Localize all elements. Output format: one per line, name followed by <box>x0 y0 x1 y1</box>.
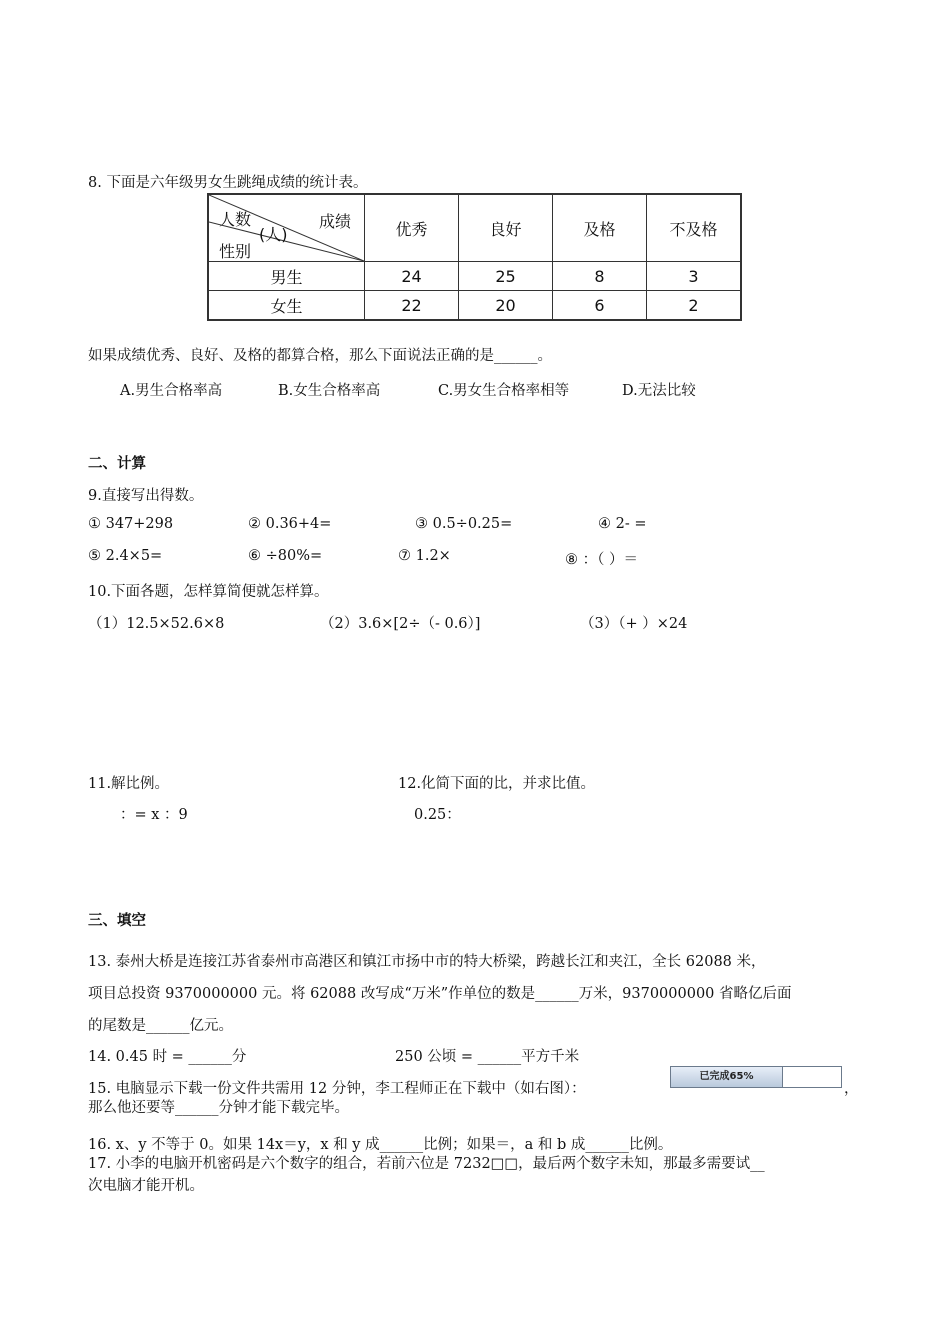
row-label: 男生 <box>208 262 365 291</box>
q12-expression: 0.25： <box>414 807 461 823</box>
table-cell: 6 <box>553 291 647 321</box>
q9-item-4: ④ 2- = <box>598 516 647 532</box>
q9-item-6: ⑥ ÷80%= <box>248 548 323 564</box>
corner-people-label: 人数 <box>219 210 252 229</box>
option-b: B.女生合格率高 <box>278 383 381 399</box>
table-cell: 2 <box>647 291 742 321</box>
q13-line-2: 项目总投资 9370000000 元。将 62088 改写成“万米”作单位的数是______万米，9370000000 省略亿后面 <box>88 986 792 1002</box>
q10-title: 10.下面各题，怎样算简便就怎样算。 <box>88 584 329 600</box>
table-cell: 3 <box>647 262 742 291</box>
table-cell: 22 <box>365 291 459 321</box>
corner-unit-label: (人) <box>259 225 288 244</box>
corner-score-label: 成绩 <box>319 212 352 231</box>
q9-title: 9.直接写出得数。 <box>88 488 204 504</box>
q11-expression: ：= x ：9 <box>120 807 188 823</box>
option-a: A.男生合格率高 <box>120 383 223 399</box>
q13-line-3: 的尾数是______亿元。 <box>88 1018 233 1034</box>
q9-item-2: ② 0.36+4= <box>248 516 332 532</box>
download-progress-bar <box>670 1066 842 1088</box>
row-label: 女生 <box>208 291 365 321</box>
table-cell: 24 <box>365 262 459 291</box>
q9-item-3: ③ 0.5÷0.25= <box>415 516 513 532</box>
q15-line-2: 那么他还要等______分钟才能下载完毕。 <box>88 1100 349 1116</box>
q13-line-1: 13. 泰州大桥是连接江苏省泰州市高港区和镇江市扬中市的特大桥梁，跨越长江和夹江，全长 62088 米， <box>88 954 766 970</box>
col-header: 良好 <box>459 194 553 262</box>
jump-rope-score-table <box>207 193 742 321</box>
corner-gender-label: 性别 <box>219 242 252 261</box>
q10-item-2: （2）3.6×[2÷（- 0.6）] <box>320 616 481 632</box>
col-header: 不及格 <box>647 194 742 262</box>
q9-item-7: ⑦ 1.2× <box>398 548 451 564</box>
q8-title: 8. 下面是六年级男女生跳绳成绩的统计表。 <box>88 175 368 191</box>
q9-item-5: ⑤ 2.4×5= <box>88 548 163 564</box>
q10-item-3: （3）（+ ）×24 <box>580 616 688 632</box>
section-3-heading: 三、填空 <box>88 913 146 929</box>
q15-line-1-end: ， <box>844 1081 859 1097</box>
progress-label: 已完成65% <box>699 1071 754 1082</box>
table-cell: 8 <box>553 262 647 291</box>
section-2-heading: 二、计算 <box>88 456 146 472</box>
col-header: 及格 <box>553 194 647 262</box>
q15-line-1: 15. 电脑显示下载一份文件共需用 12 分钟，李工程师正在下载中（如右图）： <box>88 1081 586 1097</box>
q10-item-1: （1）12.5×52.6×8 <box>88 616 225 632</box>
q17-line-2: 次电脑才能开机。 <box>88 1178 204 1194</box>
table-cell: 25 <box>459 262 553 291</box>
table-row <box>208 291 741 321</box>
option-c: C.男女生合格率相等 <box>438 383 570 399</box>
q8-question: 如果成绩优秀、良好、及格的都算合格，那么下面说法正确的是______。 <box>88 348 552 364</box>
table-row <box>208 262 741 291</box>
col-header: 优秀 <box>365 194 459 262</box>
table-cell: 20 <box>459 291 553 321</box>
q17-line-1: 17. 小李的电脑开机密码是六个数字的组合，若前六位是 7232□□，最后两个数字未知，那最多需要试__ <box>88 1156 765 1172</box>
q11-title: 11.解比例。 <box>88 776 170 792</box>
q9-item-8: ⑧ ：（ ）＝ <box>565 552 638 568</box>
q14-part-a: 14. 0.45 时 = ______分 <box>88 1049 247 1065</box>
q12-title: 12.化简下面的比，并求比值。 <box>398 776 596 792</box>
option-d: D.无法比较 <box>622 383 696 399</box>
q9-item-1: ① 347+298 <box>88 516 174 532</box>
table-corner-header <box>208 194 365 262</box>
q16: 16. x、y 不等于 0。如果 14x＝y，x 和 y 成______比例；如果＝，a 和 b 成______比例。 <box>88 1137 673 1153</box>
q14-part-b: 250 公顷 = ______平方千米 <box>395 1049 580 1065</box>
